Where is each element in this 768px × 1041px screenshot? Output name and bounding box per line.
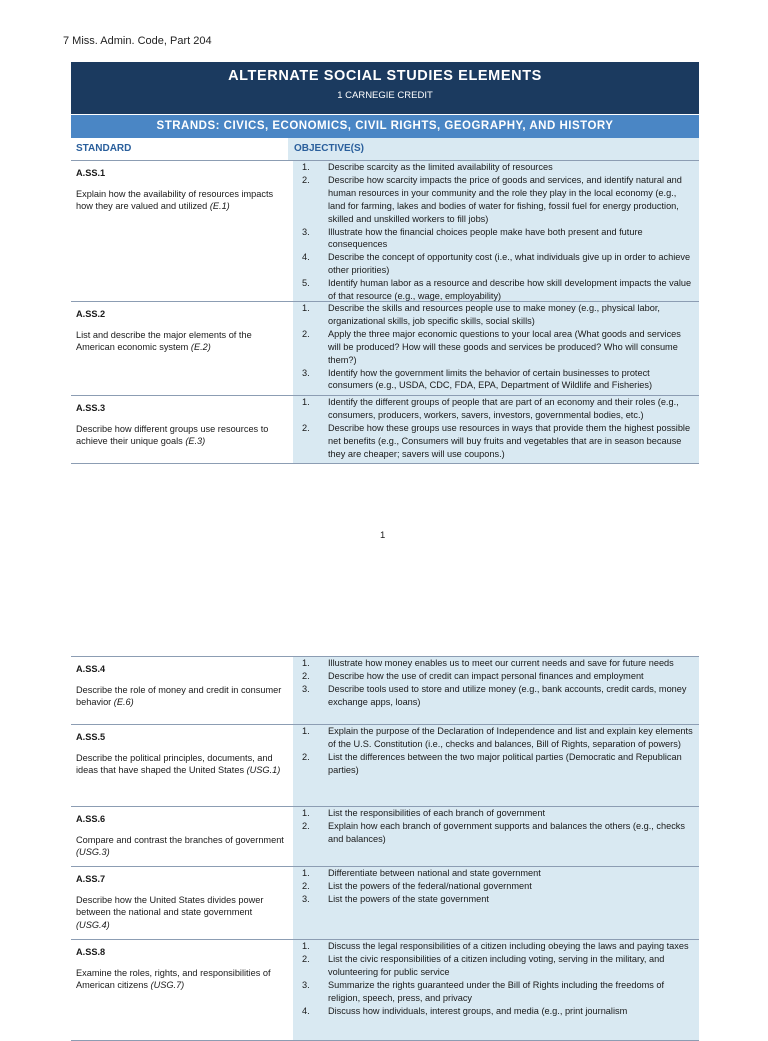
objective-text: List the civic responsibilities of a citizen including voting, serving in the military, and volunteering for public service [328,953,665,977]
standard-reference: (E.1) [209,201,230,212]
column-header-row [71,138,699,161]
standard-cell [71,161,293,301]
list-item [299,174,693,226]
list-item [299,657,693,670]
objective-text: Summarize the rights guaranteed under the Bill of Rights including the freedoms of religion, speech, press, and privacy [328,979,665,1003]
standard-description-block [76,329,288,354]
objectives-list [299,940,693,1017]
objective-number: 5. [302,278,310,289]
standard-code: A.SS.4 [76,664,106,674]
objective-text: List the powers of the state government [328,893,489,904]
list-item [299,867,693,880]
objective-text: Discuss the legal responsibilities of a citizen including obeying the laws and paying taxes [328,941,689,951]
standard-reference: (USG.3) [76,847,110,858]
standard-reference: (E.3) [185,436,206,447]
page-1-table [71,62,699,464]
table-row [71,867,699,940]
standard-reference: (USG.4) [76,919,110,930]
standard-code: A.SS.2 [76,309,106,319]
objective-text: Discuss how individuals, interest groups, and media (e.g., print journalism [328,1005,628,1016]
standard-description: Explain how the availability of resources impacts how they are valued and utilized [76,188,274,212]
objective-text: List the responsibilities of each branch of government [328,808,546,818]
standard-cell [71,302,293,395]
objective-text: Describe tools used to store and utilize money (e.g., bank accounts, credit cards, money exchange apps, loans) [328,683,687,707]
table-row [71,396,699,464]
objectives-cell [293,725,699,806]
standard-description-block [76,423,288,448]
standard-description: Examine the roles, rights, and responsibilities of American citizens [76,967,271,991]
list-item [299,683,693,709]
objectives-cell [293,161,699,301]
objective-text: Explain how each branch of government supports and balances the others (e.g., checks and balances) [328,820,685,844]
objectives-list [299,807,693,846]
objectives-list [299,867,693,906]
objective-number: 3. [302,893,310,904]
list-item [299,161,693,174]
page-number: 1 [380,530,386,541]
standard-code: A.SS.1 [76,168,106,178]
objective-number: 1. [302,808,310,818]
standard-cell [71,725,293,806]
table-row [71,807,699,867]
standard-description: Compare and contrast the branches of government [76,834,284,845]
objective-text: Identify human labor as a resource and describe how skill development impacts the value of that resource (e.g., wage, employability) [328,278,692,302]
document-citation: 7 Miss. Admin. Code, Part 204 [63,35,212,47]
table-row [71,161,699,302]
objectives-cell [293,302,699,395]
objective-text: Identify how the government limits the behavior of certain businesses to protect consumers (e.g., USDA, CDC, FDA, EPA, Department of Wildlife and Fisheries) [328,367,653,391]
standard-description: List and describe the major elements of the American economic system [76,329,252,353]
list-item [299,302,693,328]
list-item [299,251,693,277]
standard-cell [71,807,293,866]
objectives-cell [293,940,699,1040]
standard-code: A.SS.6 [76,814,106,824]
objective-number: 2. [302,953,310,964]
standard-description-block [76,834,288,859]
table-row [71,657,699,725]
standard-code: A.SS.3 [76,403,106,413]
list-item [299,367,693,393]
column-header-objectives: OBJECTIVE(S) [288,138,699,160]
table-title: ALTERNATE SOCIAL STUDIES ELEMENTS [228,68,542,84]
list-item [299,277,693,303]
objective-text: Illustrate how money enables us to meet our current needs and save for future needs [328,658,674,668]
objective-text: Explain the purpose of the Declaration of Independence and list and explain key elements of the U.S. Constitution (i.e., checks and balances, Bill of Rights, separation of powers) [328,726,693,749]
objective-text: Differentiate between national and state government [328,868,541,878]
list-item [299,979,693,1005]
standard-reference: (USG.7) [150,980,185,991]
table-row [71,302,699,396]
objective-text: List the differences between the two major political parties (Democratic and Republican parties) [328,751,682,775]
objectives-list [299,657,693,709]
list-item [299,422,693,461]
list-item [299,940,693,953]
objectives-cell [293,657,699,724]
list-item [299,725,693,751]
list-item [299,751,693,777]
page-1-rows [71,161,699,464]
objective-number: 3. [302,367,310,378]
list-item [299,953,693,979]
objectives-cell [293,396,699,463]
standard-cell [71,657,293,724]
standard-reference: (USG.1) [246,765,281,776]
standard-description: Describe how the United States divides power between the national and state government [76,894,264,918]
standard-description: Describe the political principles, documents, and ideas that have shaped the United States [76,752,273,776]
standard-description: Describe how different groups use resources to achieve their unique goals [76,423,269,447]
list-item [299,807,693,820]
page-2-rows [71,657,699,1041]
table-subtitle: 1 CARNEGIE CREDIT [337,90,433,101]
objective-number: 2. [302,820,310,831]
strands-banner: STRANDS: CIVICS, ECONOMICS, CIVIL RIGHTS, GEOGRAPHY, AND HISTORY [71,114,699,138]
list-item [299,893,693,906]
objective-text: Apply the three major economic questions to your local area (What goods and services will be produced? How will these goods and services be produced? Who will consume them?) [328,328,681,365]
objective-text: Identify the different groups of people that are part of an economy and their roles (e.g., consumers, producers, workers, savers, investors, governmental bodies, etc.) [328,397,679,420]
objectives-list [299,161,693,303]
objective-number: 2. [302,670,310,681]
objective-number: 1. [302,941,310,951]
objective-text: Describe scarcity as the limited availability of resources [328,162,553,172]
standard-cell [71,396,293,463]
standard-description-block [76,188,288,213]
objectives-list [299,396,693,461]
standard-description-block [76,967,288,992]
objective-number: 1. [302,868,310,878]
objective-text: Describe how these groups use resources in ways that provide them the highest possible net benefits (e.g., Consumers will buy fruits and vegetables that are in season because they are cheaper; savers will use coupons.) [328,422,691,459]
table-row [71,940,699,1041]
objective-number: 1. [302,162,310,172]
objectives-cell [293,867,699,939]
list-item [299,396,693,422]
objective-text: Describe how the use of credit can impact personal finances and employment [328,670,644,681]
standard-description-block [76,894,288,932]
objectives-list [299,302,693,392]
objective-number: 2. [302,751,310,762]
objective-number: 3. [302,683,310,694]
objective-text: Describe the concept of opportunity cost (i.e., what individuals give up in order to achieve other priorities) [328,252,691,276]
objective-number: 4. [302,1005,310,1016]
standard-description-block [76,752,288,777]
list-item [299,328,693,367]
standard-reference: (E.6) [113,697,134,708]
objective-number: 1. [302,726,310,736]
objectives-list [299,725,693,777]
objective-text: Illustrate how the financial choices people make have both present and future consequences [328,226,643,250]
objective-number: 4. [302,252,310,263]
standard-cell [71,867,293,939]
standard-cell [71,940,293,1040]
list-item [299,670,693,683]
list-item [299,880,693,893]
list-item [299,226,693,252]
objective-number: 3. [302,226,310,237]
standard-code: A.SS.7 [76,874,106,884]
objective-text: Describe the skills and resources people use to make money (e.g., physical labor, organizational skills, job specific skills, social skills) [328,303,660,326]
objective-number: 1. [302,303,310,313]
objective-number: 2. [302,422,310,433]
column-header-standard: STANDARD [71,138,288,160]
list-item [299,820,693,846]
list-item [299,1005,693,1018]
standard-description-block [76,684,288,709]
objective-number: 2. [302,328,310,339]
objective-number: 3. [302,979,310,990]
standard-code: A.SS.5 [76,732,106,742]
standard-description: Describe the role of money and credit in consumer behavior [76,684,282,708]
objective-number: 2. [302,880,310,891]
table-row [71,725,699,807]
objective-number: 1. [302,658,310,668]
standard-reference: (E.2) [190,342,211,353]
objective-number: 2. [302,174,310,185]
objective-text: Describe how scarcity impacts the price of goods and services, and identify natural and human resources in your community and the role they play in the local economy (e.g., land for farming, lakes and bodies of water for fishing, fossil fuel for energy production, skilled and unskilled workers to fill jobs) [328,174,682,224]
objective-text: List the powers of the federal/national government [328,880,532,891]
table-title-block [71,62,699,114]
page-2-table [71,656,699,1041]
objective-number: 1. [302,397,310,407]
objectives-cell [293,807,699,866]
standard-code: A.SS.8 [76,947,106,957]
